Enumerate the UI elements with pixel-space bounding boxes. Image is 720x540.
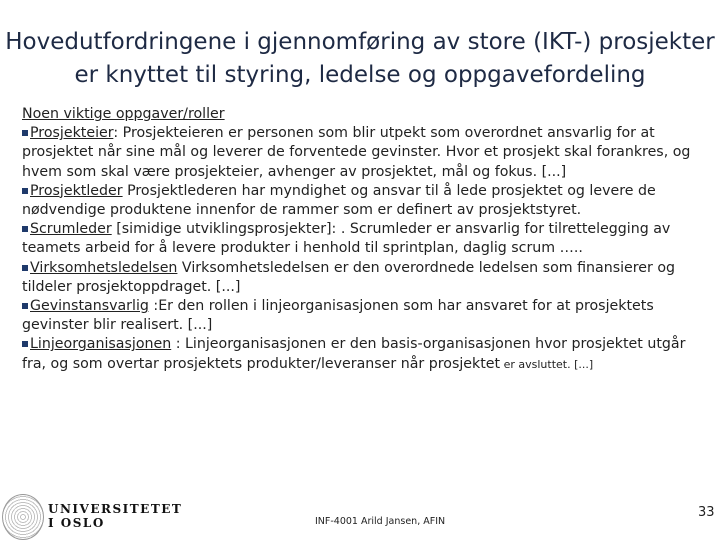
role-description: : Prosjekteieren er personen som blir utpekt som overordnet ansvarlig for at prosjektet når sine mål og leverer de forventede gevinster. Hvor et prosjekt skal forankres, og hvem som skal være prosjekteier, avhenger av prosjektet, mål og fokus. [...] xyxy=(22,125,691,180)
role-term: Linjeorganisasjonen xyxy=(30,336,172,353)
list-item xyxy=(22,220,712,258)
logo-text xyxy=(48,502,182,530)
role-description: Prosjektlederen har myndighet og ansvar til å lede prosjektet og levere de nødvendige produktene innenfor de rammer som er definert av prosjektstyret. xyxy=(22,182,656,219)
bullet-icon xyxy=(22,341,28,347)
slide-title xyxy=(0,26,720,92)
list-item xyxy=(22,124,712,182)
list-item xyxy=(22,182,712,220)
bullet-icon xyxy=(22,188,28,194)
list-item xyxy=(22,335,712,373)
role-term: Prosjekteier xyxy=(30,125,114,142)
role-term: Virksomhetsledelsen xyxy=(30,259,178,276)
slide-title-line1: Hovedutfordringene i gjennomføring av store (IKT-) prosjekter xyxy=(5,29,715,55)
role-description: : Linjeorganisasjonen er den basis-organisasjonen hvor prosjektet utgår fra, og som overtar prosjektets produkter/leveranser når prosjektet xyxy=(22,336,686,372)
university-logo xyxy=(0,492,183,540)
role-term: Gevinstansvarlig xyxy=(30,298,149,315)
logo-line1: UNIVERSITETET xyxy=(48,502,183,516)
bullet-icon xyxy=(22,303,28,309)
role-description-tail: er avsluttet. [...] xyxy=(500,357,594,371)
list-item xyxy=(22,259,712,297)
slide-title-line2: er knyttet til styring, ledelse og oppgavefordeling xyxy=(74,62,646,88)
role-description: :Er den rollen i linjeorganisasjonen som har ansvaret for at prosjektets gevinster blir realisert. [...] xyxy=(22,298,654,334)
role-term: Prosjektleder xyxy=(30,182,123,199)
role-description: [simidige utviklingsprosjekter]: . Scrumleder er ansvarlig for tilrettelegging av teamets arbeid for å levere produkter i henhold til sprintplan, daglig scrum ….. xyxy=(22,221,671,257)
bullet-icon xyxy=(22,130,28,136)
footer-text: INF-4001 Arild Jansen, AFIN xyxy=(315,516,446,527)
list-item xyxy=(22,297,712,335)
seal-icon xyxy=(2,494,44,540)
logo-line2: I OSLO xyxy=(48,516,105,530)
bullet-icon xyxy=(22,226,28,232)
slide-body xyxy=(22,105,712,374)
role-term: Scrumleder xyxy=(30,221,112,238)
page-number: 33 xyxy=(698,505,715,520)
intro-heading: Noen viktige oppgaver/roller xyxy=(22,106,225,122)
bullet-icon xyxy=(22,265,28,271)
role-description: Virksomhetsledelsen er den overordnede ledelsen som finansierer og tildeler prosjektoppdraget. [...] xyxy=(22,259,676,295)
